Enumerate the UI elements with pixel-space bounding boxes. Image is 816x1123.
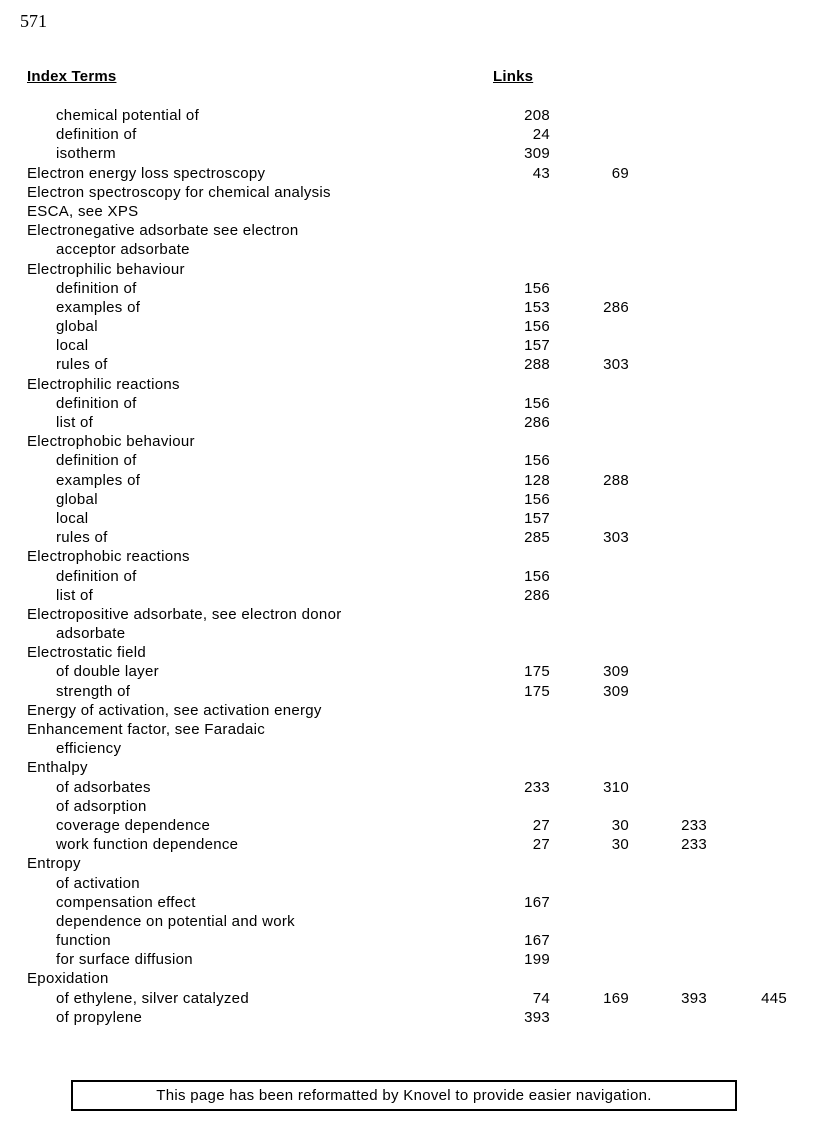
index-term: of adsorption bbox=[56, 797, 147, 815]
index-term: of adsorbates bbox=[56, 778, 151, 796]
index-term: list of bbox=[56, 414, 94, 431]
index-subentry bbox=[0, 1008, 816, 1027]
index-term: examples of bbox=[56, 471, 141, 489]
page-link[interactable]: 208 bbox=[524, 107, 550, 124]
index-term: global bbox=[56, 318, 98, 336]
index-entry bbox=[0, 701, 816, 720]
index-term: examples of bbox=[56, 298, 141, 316]
page-link[interactable]: 445 bbox=[761, 989, 787, 1007]
index-subentry bbox=[0, 106, 816, 125]
index-term: of double layer bbox=[56, 663, 159, 681]
index-entries bbox=[0, 106, 816, 1027]
index-entry bbox=[0, 260, 816, 279]
page-link[interactable]: 27 bbox=[532, 816, 550, 834]
page-link[interactable]: 30 bbox=[611, 836, 629, 854]
page-link[interactable]: 169 bbox=[603, 989, 629, 1007]
page-link[interactable]: 156 bbox=[524, 567, 550, 585]
page-link[interactable]: 156 bbox=[524, 452, 550, 470]
index-subentry bbox=[0, 912, 816, 931]
page-link[interactable]: 303 bbox=[603, 356, 629, 374]
page-link[interactable]: 393 bbox=[524, 1008, 550, 1026]
index-header bbox=[0, 68, 816, 88]
index-term: definition of bbox=[56, 394, 137, 412]
index-term: compensation effect bbox=[56, 893, 196, 911]
index-subentry bbox=[0, 989, 816, 1008]
index-entry bbox=[0, 164, 816, 183]
index-entry bbox=[0, 547, 816, 566]
page-link[interactable]: 309 bbox=[603, 682, 629, 700]
index-term: Electropositive adsorbate, see electron donor bbox=[27, 605, 342, 623]
index-terms-heading: Index Terms bbox=[27, 68, 117, 85]
index-subentry bbox=[0, 778, 816, 797]
page-link[interactable]: 285 bbox=[524, 529, 550, 547]
index-subentry bbox=[0, 509, 816, 528]
page-link[interactable]: 288 bbox=[603, 471, 629, 489]
page-link[interactable]: 74 bbox=[532, 989, 550, 1007]
index-subentry bbox=[0, 336, 816, 355]
index-term: Enthalpy bbox=[27, 759, 88, 777]
index-term: Electron spectroscopy for chemical analysis bbox=[27, 183, 331, 201]
index-subentry bbox=[0, 931, 816, 950]
index-subentry bbox=[0, 144, 816, 163]
page-link[interactable]: 303 bbox=[603, 529, 629, 547]
index-term: rules of bbox=[56, 529, 108, 547]
index-entry bbox=[0, 643, 816, 662]
page-link[interactable]: 24 bbox=[532, 126, 550, 144]
index-subentry bbox=[0, 950, 816, 969]
index-subentry bbox=[0, 279, 816, 298]
page-link[interactable]: 393 bbox=[681, 989, 707, 1007]
index-subentry bbox=[0, 355, 816, 374]
index-entry bbox=[0, 720, 816, 739]
index-subentry bbox=[0, 893, 816, 912]
index-subentry bbox=[0, 816, 816, 835]
knovel-footer-notice: This page has been reformatted by Knovel to provide easier navigation. bbox=[71, 1080, 737, 1111]
page-link[interactable]: 288 bbox=[524, 356, 550, 374]
page-link[interactable]: 69 bbox=[611, 164, 629, 182]
index-term: Electrophobic reactions bbox=[27, 548, 190, 566]
index-term: Epoxidation bbox=[27, 970, 109, 988]
index-entry bbox=[0, 969, 816, 988]
page-link[interactable]: 167 bbox=[524, 932, 550, 950]
page-link[interactable]: 30 bbox=[611, 816, 629, 834]
index-subentry bbox=[0, 797, 816, 816]
index-term: acceptor adsorbate bbox=[56, 241, 190, 259]
index-subentry bbox=[0, 298, 816, 317]
index-term: definition of bbox=[56, 452, 137, 470]
links-heading: Links bbox=[493, 68, 534, 85]
index-term: Electrophilic reactions bbox=[27, 375, 180, 393]
index-term: local bbox=[56, 337, 89, 355]
index-term: ESCA, see XPS bbox=[27, 202, 139, 220]
page-link[interactable]: 233 bbox=[524, 778, 550, 796]
index-term: Electronegative adsorbate see electron bbox=[27, 222, 299, 240]
index-term: for surface diffusion bbox=[56, 951, 193, 969]
page-link[interactable]: 175 bbox=[524, 682, 550, 700]
index-entry bbox=[0, 375, 816, 394]
index-term: dependence on potential and work bbox=[56, 912, 295, 930]
index-subentry bbox=[0, 240, 816, 259]
page-link[interactable]: 310 bbox=[603, 778, 629, 796]
page-link[interactable]: 309 bbox=[603, 663, 629, 681]
page-link[interactable]: 157 bbox=[524, 509, 550, 527]
index-term: strength of bbox=[56, 682, 131, 700]
index-subentry bbox=[0, 317, 816, 336]
page-link[interactable]: 309 bbox=[524, 145, 550, 163]
page-link[interactable]: 286 bbox=[524, 586, 550, 604]
index-term: global bbox=[56, 490, 98, 508]
index-term: Electrophobic behaviour bbox=[27, 433, 195, 451]
index-term: Enhancement factor, see Faradaic bbox=[27, 721, 266, 738]
index-term: function bbox=[56, 932, 111, 950]
page-link[interactable]: 156 bbox=[524, 279, 550, 297]
index-term: Electrophilic behaviour bbox=[27, 260, 185, 278]
index-subentry bbox=[0, 624, 816, 643]
index-subentry bbox=[0, 682, 816, 701]
index-term: Entropy bbox=[27, 855, 81, 873]
index-term: definition of bbox=[56, 126, 137, 144]
index-term: of activation bbox=[56, 874, 140, 892]
index-entry bbox=[0, 183, 816, 202]
index-subentry bbox=[0, 471, 816, 490]
page-number: 571 bbox=[20, 11, 47, 31]
index-subentry bbox=[0, 528, 816, 547]
index-entry bbox=[0, 221, 816, 240]
index-term: rules of bbox=[56, 356, 108, 374]
index-subentry bbox=[0, 567, 816, 586]
index-subentry bbox=[0, 490, 816, 509]
index-entry bbox=[0, 605, 816, 624]
index-term: list of bbox=[56, 586, 94, 604]
page-link[interactable]: 157 bbox=[524, 337, 550, 355]
index-term: local bbox=[56, 509, 89, 527]
page-link[interactable]: 156 bbox=[524, 318, 550, 336]
page-link[interactable]: 27 bbox=[532, 836, 550, 854]
page-link[interactable]: 233 bbox=[681, 816, 707, 834]
index-term: adsorbate bbox=[56, 625, 126, 643]
page-link[interactable]: 156 bbox=[524, 490, 550, 508]
index-term: efficiency bbox=[56, 740, 122, 758]
index-term: of propylene bbox=[56, 1008, 143, 1026]
page-link[interactable]: 167 bbox=[524, 893, 550, 911]
index-term: coverage dependence bbox=[56, 816, 211, 834]
index-term: definition of bbox=[56, 567, 137, 585]
page-link[interactable]: 286 bbox=[603, 298, 629, 316]
page-link[interactable]: 128 bbox=[524, 471, 550, 489]
page-link[interactable]: 233 bbox=[681, 836, 707, 854]
page-link[interactable]: 43 bbox=[532, 164, 550, 182]
index-subentry bbox=[0, 874, 816, 893]
index-subentry bbox=[0, 413, 816, 432]
index-entry bbox=[0, 854, 816, 873]
index-subentry bbox=[0, 125, 816, 144]
index-subentry bbox=[0, 835, 816, 854]
index-term: Electron energy loss spectroscopy bbox=[27, 164, 266, 182]
index-term: of ethylene, silver catalyzed bbox=[56, 989, 249, 1007]
index-entry bbox=[0, 432, 816, 451]
page-link[interactable]: 156 bbox=[524, 394, 550, 412]
index-subentry bbox=[0, 451, 816, 470]
index-term: definition of bbox=[56, 279, 137, 297]
index-entry bbox=[0, 202, 816, 221]
index-term: isotherm bbox=[56, 145, 116, 163]
page-link[interactable]: 199 bbox=[524, 951, 550, 969]
index-term: chemical potential of bbox=[56, 107, 200, 124]
index-subentry bbox=[0, 662, 816, 681]
index-subentry bbox=[0, 586, 816, 605]
index-term: Energy of activation, see activation energy bbox=[27, 701, 322, 719]
page-link[interactable]: 153 bbox=[524, 298, 550, 316]
index-subentry bbox=[0, 739, 816, 758]
page-link[interactable]: 286 bbox=[524, 414, 550, 431]
index-term: work function dependence bbox=[56, 836, 239, 854]
page-link[interactable]: 175 bbox=[524, 663, 550, 681]
index-term: Electrostatic field bbox=[27, 644, 147, 662]
index-entry bbox=[0, 758, 816, 777]
index-subentry bbox=[0, 394, 816, 413]
